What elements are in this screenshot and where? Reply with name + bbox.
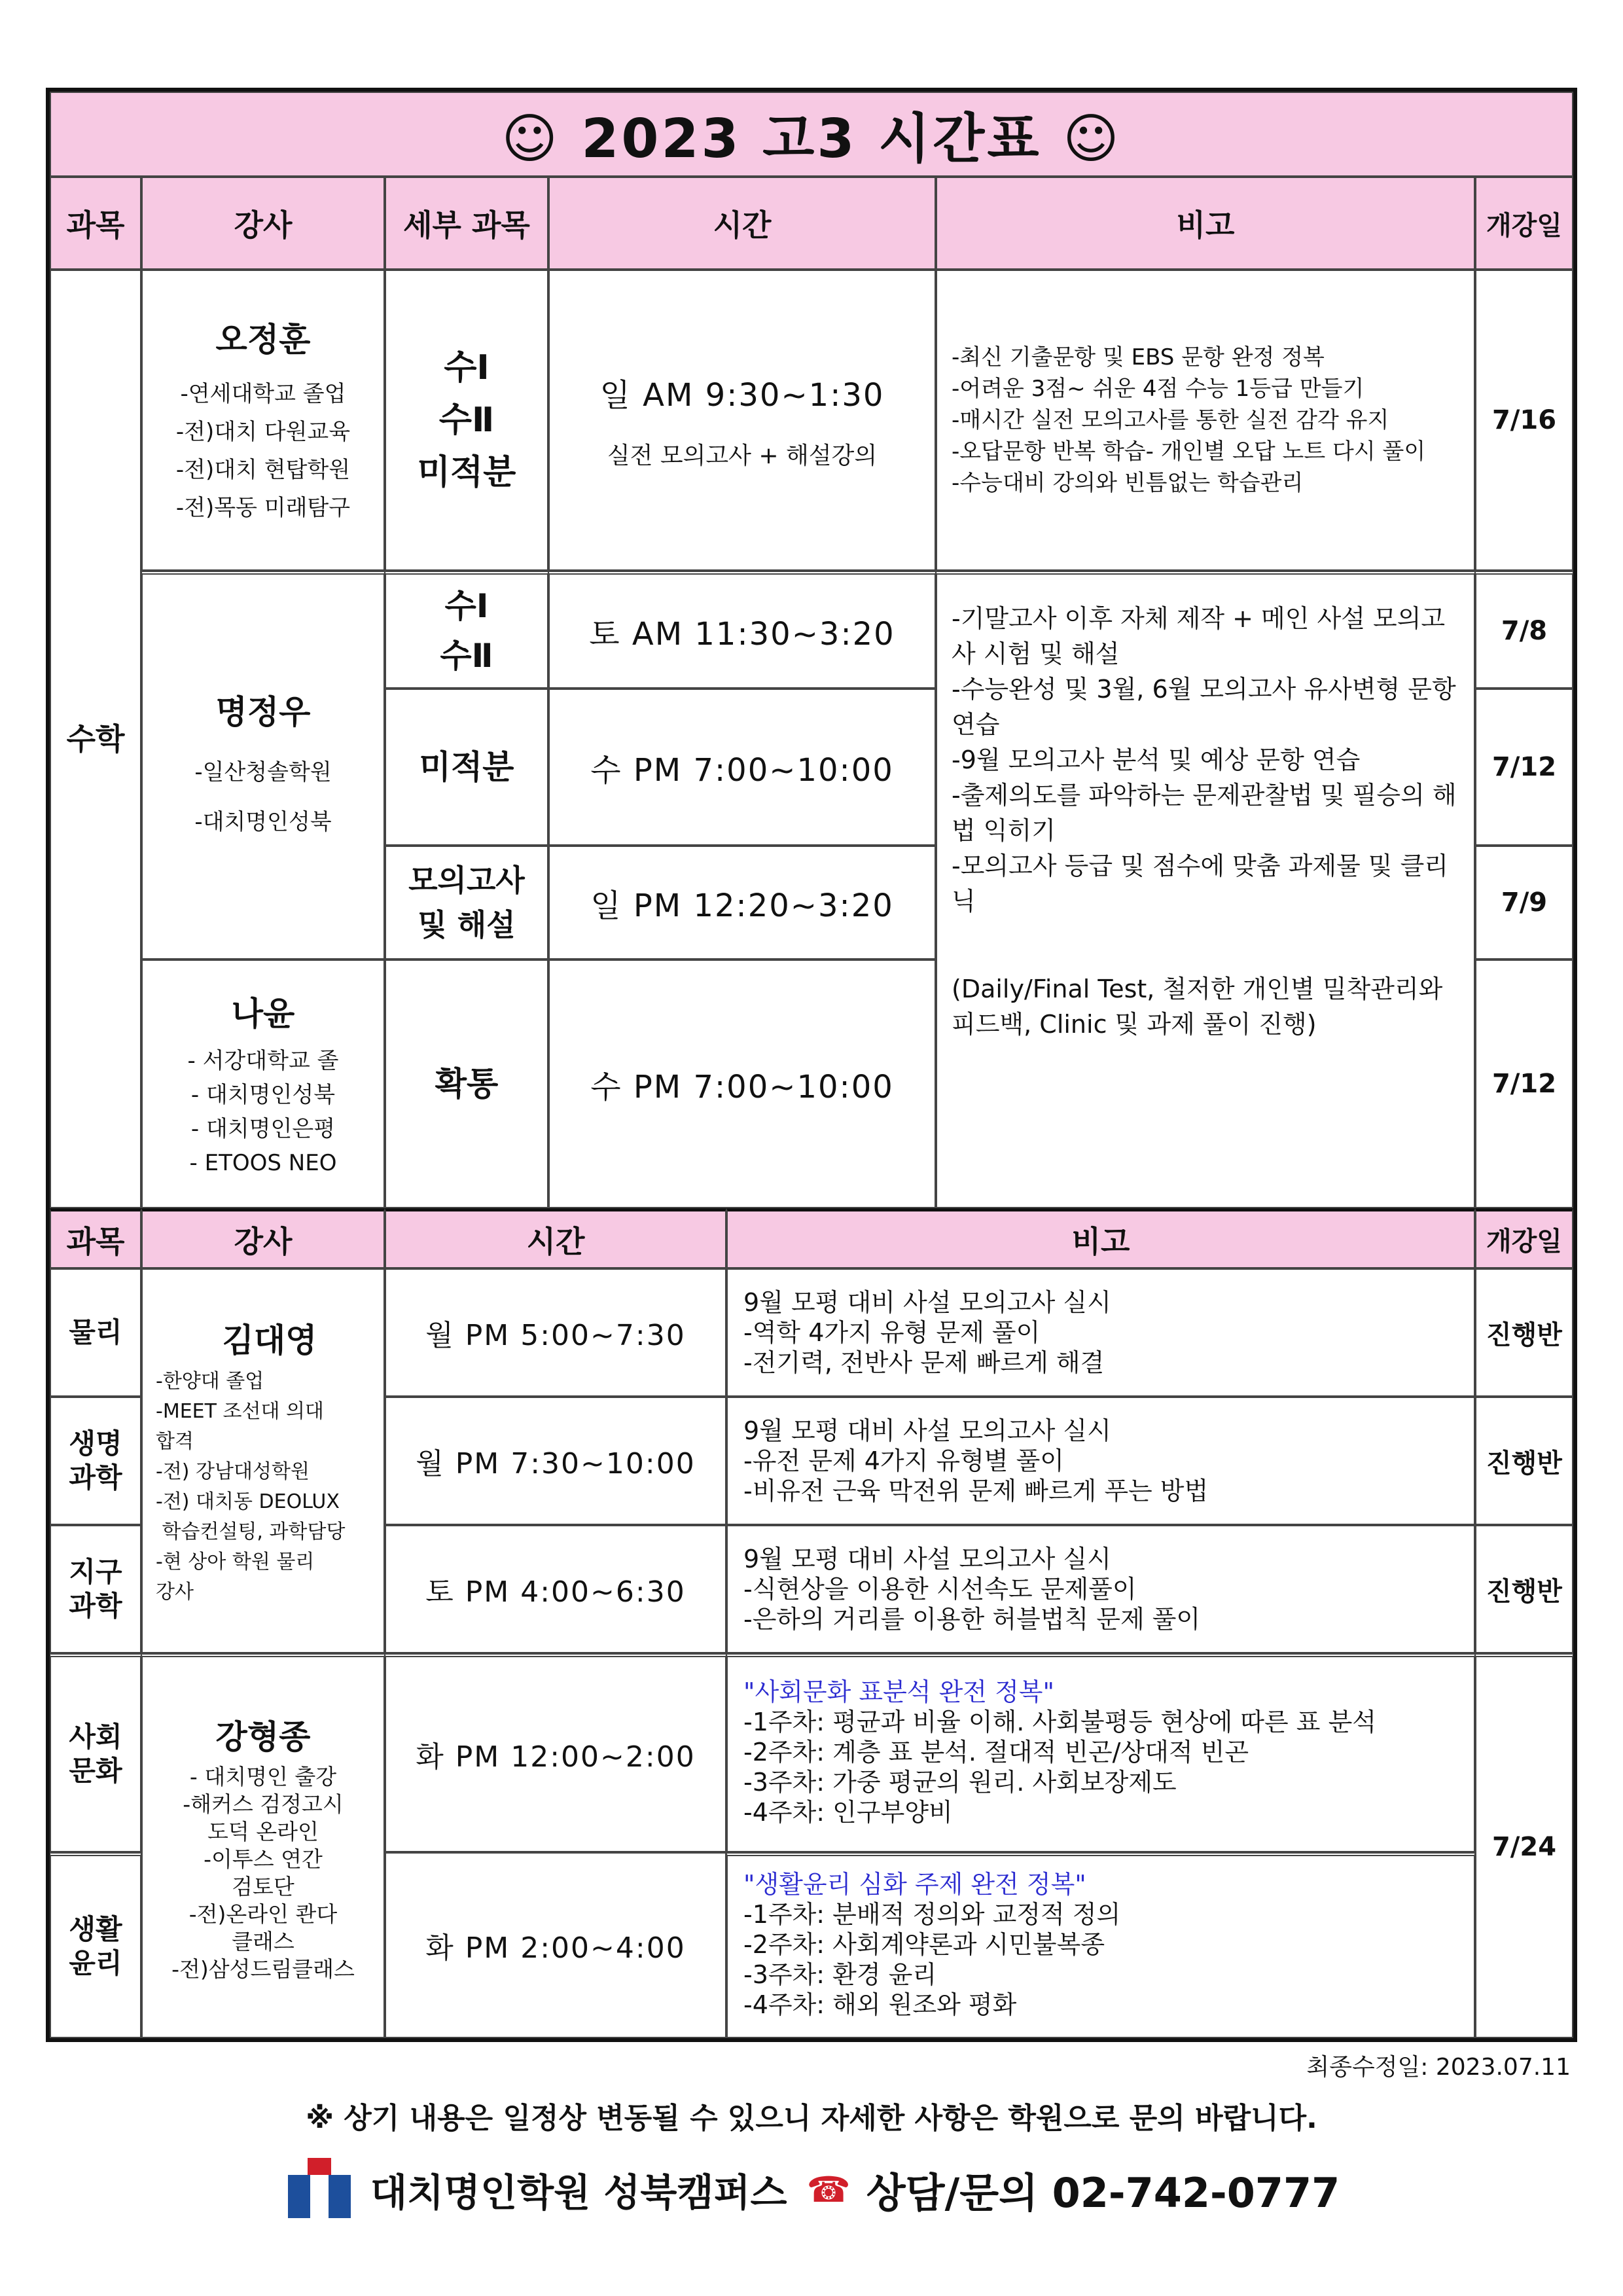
start-biology: 진행반	[1475, 1397, 1573, 1525]
note-line: 9월 모평 대비 사설 모의고사 실시	[743, 1416, 1111, 1445]
bio-line: -현 상아 학원 물리	[156, 1551, 315, 1573]
subject-line: 과학	[69, 1590, 122, 1622]
time-earth-science: 토 PM 4:00~6:30	[385, 1525, 726, 1653]
course-name: 수Ⅱ	[440, 637, 493, 675]
bio-line: 검토단	[232, 1874, 294, 1899]
bio-line: -전) 강남대성학원	[156, 1460, 310, 1483]
note-line: -모의고사 등급 및 점수에 맞춤 과제물 및 클리닉	[952, 852, 1449, 916]
note-line: -어려운 3점~ 쉬운 4점 수능 1등급 만들기	[952, 376, 1364, 402]
time-note: 실전 모의고사 + 해설강의	[607, 442, 878, 469]
notes-society	[726, 1653, 1475, 1852]
bio-line: -일산청솔학원	[194, 759, 332, 785]
course-name: 수Ⅰ	[444, 348, 490, 387]
bio-line: -MEET 조선대 의대	[156, 1400, 324, 1423]
subject-earth-science	[50, 1525, 141, 1653]
note-line: -매시간 실전 모의고사를 통한 실전 감각 유지	[952, 407, 1389, 433]
bio-line: 강사	[156, 1581, 194, 1604]
bio-line: - ETOOS NEO	[189, 1150, 337, 1176]
course-na: 확통	[385, 960, 548, 1208]
note-line: -1주차: 평균과 비율 이해. 사회불평등 현상에 따른 표 분석	[743, 1708, 1376, 1736]
bio-line: -해커스 검정고시	[183, 1791, 344, 1817]
header-instructor: 강사	[141, 177, 385, 270]
start-na: 7/12	[1475, 960, 1573, 1208]
notes-physics	[726, 1268, 1475, 1397]
note-line: -4주차: 해외 원조와 평화	[743, 1990, 1017, 2019]
bio-line: -전) 대치동 DEOLUX	[156, 1490, 340, 1513]
instructor-name: 강형종	[215, 1718, 311, 1756]
note-line: -역학 4가지 유형 문제 풀이	[743, 1318, 1041, 1347]
course-myung-1	[385, 571, 548, 689]
bio-line: 도덕 온라인	[207, 1819, 319, 1844]
note-line: 9월 모평 대비 사설 모의고사 실시	[743, 1288, 1111, 1317]
note-spacer	[952, 919, 1459, 971]
bio-line: -한양대 졸업	[156, 1370, 264, 1393]
instructor-myung	[141, 571, 385, 960]
notes-earth-science	[726, 1525, 1475, 1653]
note-line: -기말고사 이후 자체 제작 + 메인 사설 모의고사 시험 및 해설	[952, 604, 1446, 668]
note-line: -2주차: 계층 표 분석. 절대적 빈곤/상대적 빈곤	[743, 1738, 1249, 1767]
contact-phone: 상담/문의 02-742-0777	[866, 2168, 1340, 2217]
time-myung-2: 수 PM 7:00~10:00	[548, 689, 936, 846]
bio-line: - 서강대학교 졸	[187, 1048, 339, 1074]
note-line: -4주차: 인구부양비	[743, 1798, 953, 1827]
course-name: 및 해설	[418, 907, 516, 942]
header2-start: 개강일	[1475, 1208, 1573, 1268]
subject-line: 과학	[69, 1462, 122, 1494]
bio-line: - 대치명인은평	[190, 1116, 336, 1142]
start-social: 7/24	[1475, 1653, 1573, 2038]
header-start: 개강일	[1475, 177, 1573, 270]
note-line: -3주차: 가중 평균의 원리. 사회보장제도	[743, 1768, 1177, 1797]
note-line: -수능완성 및 3월, 6월 모의고사 유사변형 문항 연습	[952, 675, 1456, 739]
time-myung-1: 토 AM 11:30~3:20	[548, 571, 936, 689]
subject-line: 문화	[69, 1755, 122, 1787]
timetable	[46, 88, 1577, 2042]
note-line: 9월 모평 대비 사설 모의고사 실시	[743, 1545, 1111, 1573]
notes-shared	[936, 571, 1475, 1208]
subject-math: 수학	[50, 270, 141, 1208]
time-oh	[548, 270, 936, 571]
time-biology: 월 PM 7:30~10:00	[385, 1397, 726, 1525]
note-line: -수능대비 강의와 빈틈없는 학습관리	[952, 470, 1304, 496]
subject-society	[50, 1653, 141, 1852]
note-line: -2주차: 사회계약론과 시민불복종	[743, 1930, 1105, 1959]
notes-ethics	[726, 1852, 1475, 2038]
notes-oh	[936, 270, 1475, 571]
note-line: -3주차: 환경 윤리	[743, 1960, 937, 1989]
footer-contact	[288, 2153, 1348, 2225]
bio-line: -전)대치 현탑학원	[175, 457, 351, 483]
note-line: -식현상을 이용한 시선속도 문제풀이	[743, 1575, 1137, 1604]
academy-name: 대치명인학원 성북캠퍼스	[370, 2170, 787, 2215]
bio-line: -전)목동 미래탐구	[175, 495, 351, 521]
header-detail: 세부 과목	[385, 177, 548, 270]
bio-line: 클래스	[232, 1929, 294, 1954]
time-physics: 월 PM 5:00~7:30	[385, 1268, 726, 1397]
academy-logo-icon	[288, 2158, 351, 2221]
subject-physics: 물리	[50, 1268, 141, 1397]
instructor-kim	[141, 1268, 385, 1653]
header2-instructor: 강사	[141, 1208, 385, 1268]
header2-subject: 과목	[50, 1208, 141, 1268]
bio-line: -전)대치 다원교육	[175, 419, 351, 445]
header2-notes: 비고	[726, 1208, 1475, 1268]
note-line: (Daily/Final Test, 철저한 개인별 밀착관리와 피드백, Clinic 및 과제 풀이 진행)	[952, 975, 1443, 1039]
note-line: -유전 문제 4가지 유형별 풀이	[743, 1446, 1064, 1475]
bio-line: - 대치명인성북	[190, 1082, 336, 1108]
bio-line: -전)삼성드림클래스	[171, 1956, 355, 1982]
instructor-name: 오정훈	[215, 321, 311, 359]
note-line: -9월 모의고사 분석 및 예상 문항 연습	[952, 745, 1361, 774]
start-earth-science: 진행반	[1475, 1525, 1573, 1653]
subject-line: 지구	[69, 1556, 122, 1588]
note-headline: "사회문화 표분석 완전 정복"	[743, 1677, 1054, 1706]
header-time: 시간	[548, 177, 936, 270]
subject-line: 사회	[69, 1721, 122, 1753]
bio-line: -전)온라인 콴다	[188, 1901, 338, 1927]
instructor-name: 명정우	[215, 693, 311, 731]
bio-line: - 대치명인 출강	[189, 1764, 337, 1789]
header-subject: 과목	[50, 177, 141, 270]
course-name: 수Ⅱ	[438, 401, 495, 440]
instructor-name: 김대영	[222, 1321, 317, 1359]
notes-biology	[726, 1397, 1475, 1525]
last-updated: 최종수정일: 2023.07.11	[1306, 2054, 1571, 2081]
subject-ethics	[50, 1852, 141, 2038]
phone-icon: ☎	[806, 2168, 851, 2210]
page-title	[50, 92, 1573, 177]
instructor-name: 나윤	[231, 995, 295, 1033]
start-myung-3: 7/9	[1475, 846, 1573, 960]
header2-time: 시간	[385, 1208, 726, 1268]
course-name: 미적분	[419, 748, 514, 786]
instructor-oh	[141, 270, 385, 571]
instructor-kang	[141, 1653, 385, 2038]
course-oh	[385, 270, 548, 571]
subject-line: 윤리	[69, 1947, 122, 1979]
bio-line: 학습컨설팅, 과학담당	[156, 1520, 346, 1543]
course-name: 미적분	[417, 453, 516, 492]
course-myung-2	[385, 689, 548, 846]
bio-line: -연세대학교 졸업	[180, 381, 346, 407]
time-ethics: 화 PM 2:00~4:00	[385, 1852, 726, 2038]
note-line: -비유전 근육 막전위 문제 빠르게 푸는 방법	[743, 1477, 1209, 1505]
course-name: 모의고사	[408, 863, 525, 898]
start-oh: 7/16	[1475, 270, 1573, 571]
header-notes: 비고	[936, 177, 1475, 270]
time-society: 화 PM 12:00~2:00	[385, 1653, 726, 1852]
course-name: 수Ⅰ	[444, 587, 489, 625]
time-myung-3: 일 PM 12:20~3:20	[548, 846, 936, 960]
start-physics: 진행반	[1475, 1268, 1573, 1397]
page-title-text: ☺ 2023 고3 시간표 ☺	[501, 107, 1122, 170]
instructor-na	[141, 960, 385, 1208]
note-headline: "생활윤리 심화 주제 완전 정복"	[743, 1870, 1086, 1899]
disclaimer: ※ 상기 내용은 일정상 변동될 수 있으니 자세한 사항은 학원으로 문의 바랍니다.	[306, 2102, 1317, 2135]
bio-line: -이투스 연간	[204, 1846, 323, 1872]
note-line: -1주차: 분배적 정의와 교정적 정의	[743, 1900, 1121, 1929]
time-na: 수 PM 7:00~10:00	[548, 960, 936, 1208]
note-line: -전기력, 전반사 문제 빠르게 해결	[743, 1348, 1105, 1377]
note-line: -오답문항 반복 학습- 개인별 오답 노트 다시 풀이	[952, 439, 1426, 465]
course-myung-3	[385, 846, 548, 960]
subject-biology	[50, 1397, 141, 1525]
subject-line: 생명	[69, 1427, 122, 1460]
start-myung-1: 7/8	[1475, 571, 1573, 689]
bio-line: 합격	[156, 1430, 194, 1453]
note-line: -출제의도를 파악하는 문제관찰법 및 필승의 해법 익히기	[952, 781, 1457, 845]
note-line: -최신 기출문항 및 EBS 문항 완정 정복	[952, 344, 1325, 370]
subject-line: 생활	[69, 1913, 122, 1945]
time-text: 일 AM 9:30~1:30	[599, 377, 885, 414]
bio-line: -대치명인성북	[194, 809, 332, 835]
start-myung-2: 7/12	[1475, 689, 1573, 846]
note-line: -은하의 거리를 이용한 허블법칙 문제 풀이	[743, 1605, 1201, 1634]
